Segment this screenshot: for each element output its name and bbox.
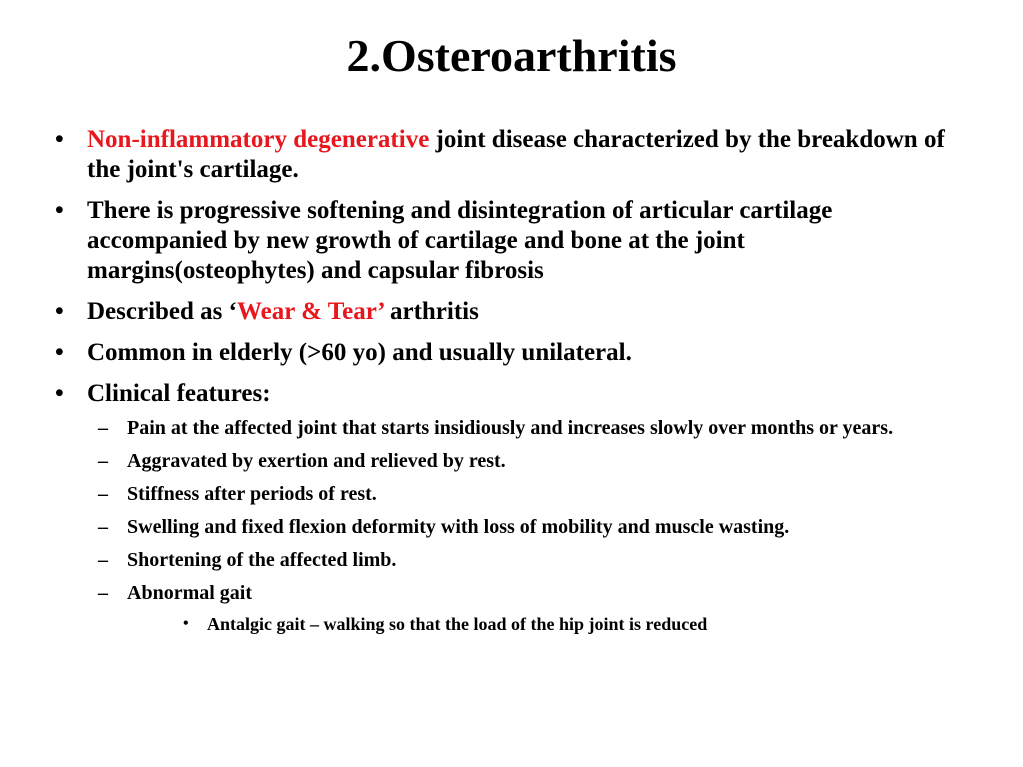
list-item-text: joint disease characterized by the breakdown of the joint's cartilage. (87, 126, 945, 183)
sub-list-item (87, 416, 970, 440)
sub-list-item-text: Swelling and fixed flexion deformity with loss of mobility and muscle wasting. (127, 516, 790, 538)
list-item (55, 338, 970, 368)
sub-list-item (87, 581, 970, 635)
dash-icon: – (98, 516, 108, 538)
list-item-text: Described as ‘ (87, 298, 237, 325)
bullet-icon: • (183, 615, 189, 632)
highlighted-text: Wear & Tear’ (236, 298, 384, 325)
list-item-text: Common in elderly (>60 yo) and usually unilateral. (87, 339, 632, 366)
dash-icon: – (98, 417, 108, 439)
dash-icon: – (98, 450, 108, 472)
sub-sub-list-item-text: Antalgic gait – walking so that the load of the hip joint is reduced (207, 614, 708, 634)
list-item-text: There is progressive softening and disintegration of articular cartilage accompanied by new growth of cartilage and bone at the joint margins(osteophytes) and capsular fibrosis (87, 197, 833, 284)
sub-list-item (87, 548, 970, 572)
sub-list-item-text: Shortening of the affected limb. (127, 549, 397, 571)
sub-list-item (87, 515, 970, 539)
sub-sub-list (127, 613, 970, 635)
bullet-icon: • (55, 339, 64, 366)
bullet-icon: • (55, 380, 64, 407)
bullet-list (55, 125, 970, 635)
slide-body (55, 125, 970, 646)
sub-list-item-text: Stiffness after periods of rest. (127, 483, 377, 505)
bullet-icon: • (55, 126, 64, 153)
list-item (55, 196, 970, 286)
list-item (55, 297, 970, 327)
list-item-clinical-features (55, 379, 970, 635)
dash-icon: – (98, 582, 108, 604)
list-item-text: arthritis (383, 298, 479, 325)
sub-list (87, 416, 970, 635)
list-item (55, 125, 970, 185)
dash-icon: – (98, 483, 108, 505)
bullet-icon: • (55, 298, 64, 325)
sub-list-item-text: Aggravated by exertion and relieved by rest. (127, 450, 506, 472)
sub-list-item-text: Pain at the affected joint that starts insidiously and increases slowly over months or years. (127, 417, 894, 439)
sub-list-item-text: Abnormal gait (127, 582, 252, 604)
highlighted-text: Non-inflammatory degenerative (87, 126, 430, 153)
sub-sub-list-item (127, 613, 970, 635)
sub-list-item (87, 482, 970, 506)
sub-list-item (87, 449, 970, 473)
dash-icon: – (98, 549, 108, 571)
slide-title: 2.Osteroarthritis (346, 30, 677, 81)
list-item-text: Clinical features: (87, 380, 271, 407)
bullet-icon: • (55, 197, 64, 224)
